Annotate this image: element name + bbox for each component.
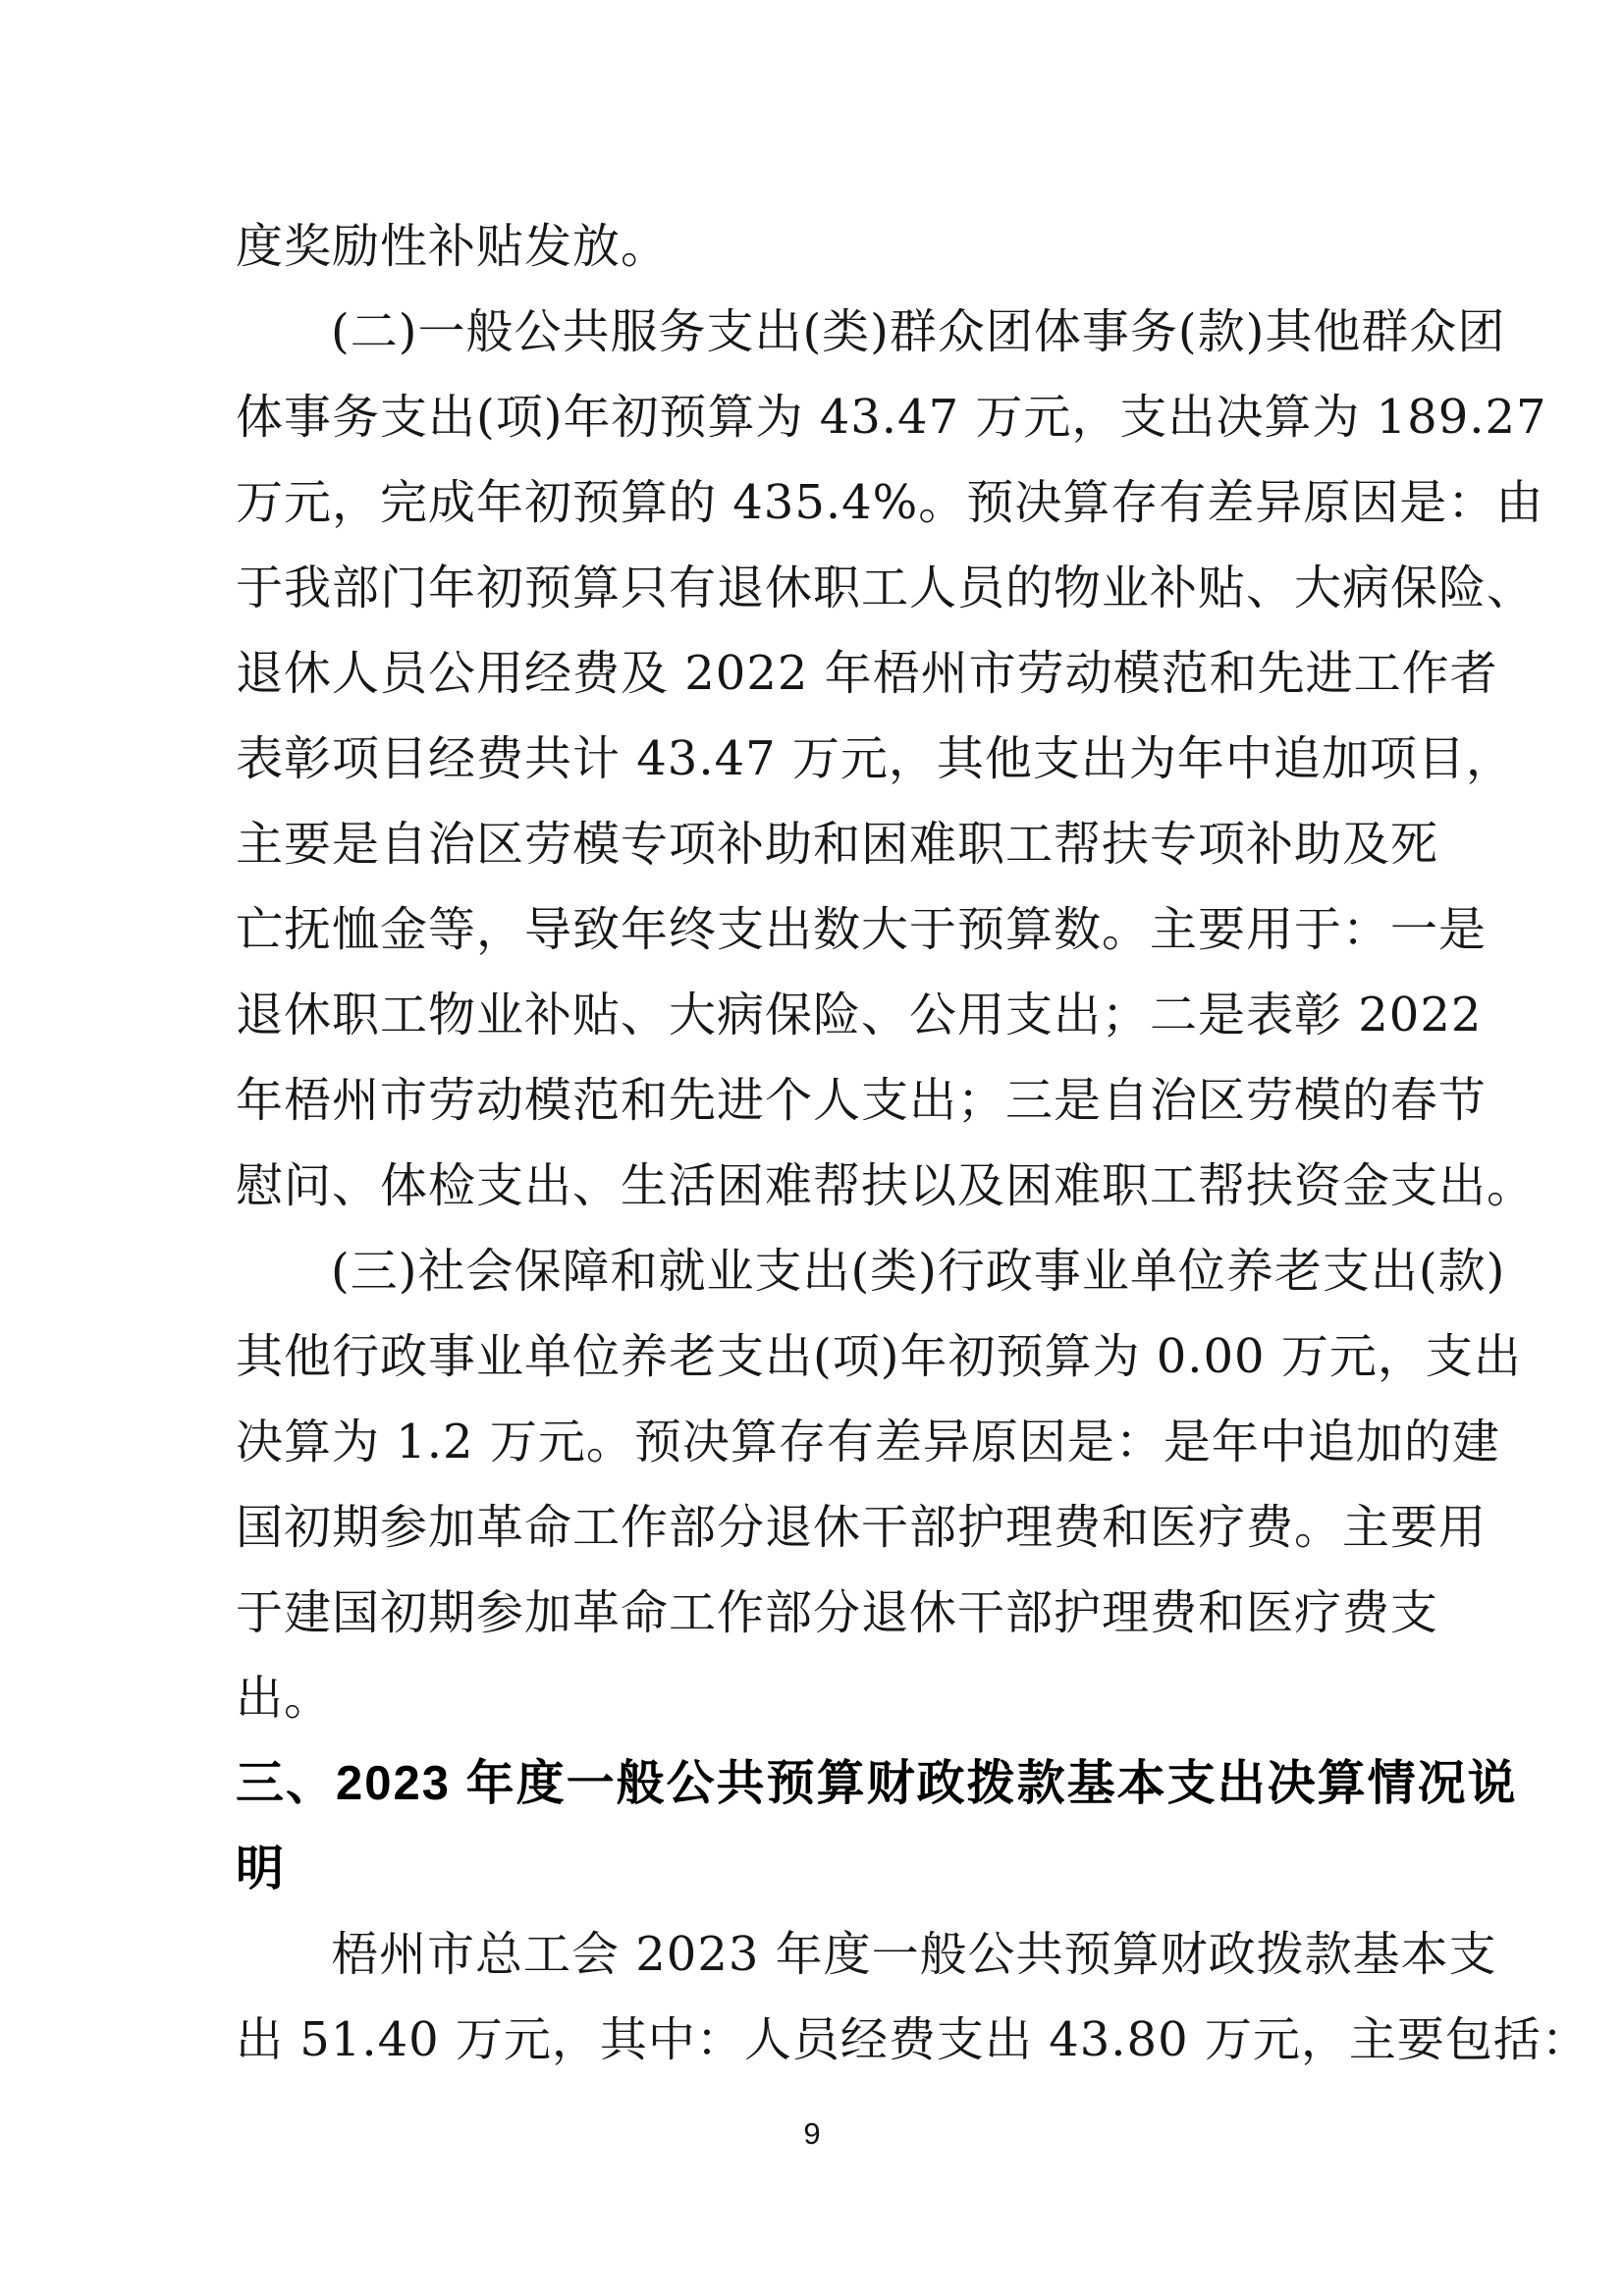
text-line: 表彰项目经费共计 43.47 万元，其他支出为年中追加项目，: [236, 731, 1514, 786]
paragraph-summary: [236, 1912, 1590, 2083]
text-line: 出。: [236, 1671, 333, 1726]
text-line: 退休人员公用经费及 2022 年梧州市劳动模范和先进工作者: [236, 646, 1498, 701]
paragraph-continuation: [236, 204, 1483, 290]
document-body: [236, 204, 1590, 2083]
paragraph-item-3: [236, 1229, 1522, 1741]
text-line: 年梧州市劳动模范和先进个人支出；三是自治区劳模的春节: [236, 1073, 1488, 1128]
text-line: 出 51.40 万元，其中：人员经费支出 43.80 万元，主要包括：: [236, 2012, 1590, 2067]
text-line: 于建国初期参加革命工作部分退休干部护理费和医疗费支: [236, 1585, 1439, 1640]
text-line: 万元，完成年初预算的 435.4%。预决算存有差异原因是：由: [236, 475, 1544, 530]
text-line: 亡抚恤金等，导致年终支出数大于预算数。主要用于：一是: [236, 902, 1488, 957]
text-line: (二)一般公共服务支出(类)群众团体事务(款)其他群众团: [331, 304, 1506, 359]
text-line: 退休职工物业补贴、大病保险、公用支出；二是表彰 2022: [236, 988, 1483, 1042]
text-line: 梧州市总工会 2023 年度一般公共预算财政拨款基本支: [331, 1927, 1497, 1982]
text-line: 度奖励性补贴发放。: [236, 219, 670, 274]
heading-line: 三、2023 年度一般公共预算财政拨款基本支出决算情况说: [236, 1757, 1518, 1810]
text-line: 体事务支出(项)年初预算为 43.47 万元，支出决算为 189.27: [236, 390, 1547, 445]
text-line: 主要是自治区劳模专项补助和困难职工帮扶专项补助及死: [236, 817, 1439, 872]
heading-line: 明: [236, 1842, 287, 1896]
text-line: 慰问、体检支出、生活困难帮扶以及困难职工帮扶资金支出。: [236, 1158, 1536, 1213]
text-line: 于我部门年初预算只有退休职工人员的物业补贴、大病保险、: [236, 561, 1536, 615]
paragraph-item-2: [236, 290, 1547, 1229]
page-number: 9: [803, 2116, 821, 2151]
section-heading: [236, 1741, 1518, 1912]
text-line: (三)社会保障和就业支出(类)行政事业单位养老支出(款): [331, 1244, 1506, 1299]
text-line: 国初期参加革命工作部分退休干部护理费和医疗费。主要用: [236, 1500, 1488, 1555]
text-line: 决算为 1.2 万元。预决算存有差异原因是：是年中追加的建: [236, 1415, 1500, 1469]
text-line: 其他行政事业单位养老支出(项)年初预算为 0.00 万元，支出: [236, 1329, 1522, 1384]
